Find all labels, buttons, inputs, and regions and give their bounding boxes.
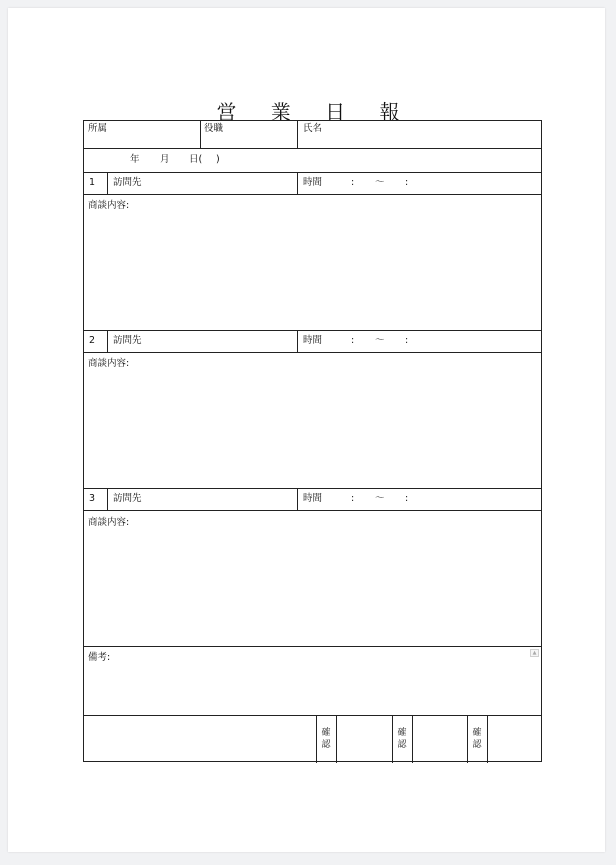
row-divider <box>84 488 541 489</box>
position-label: 役職 <box>204 123 224 134</box>
content-label: 商談内容: <box>88 358 130 369</box>
affiliation-label: 所属 <box>88 123 108 134</box>
day-label: 日( <box>189 154 203 165</box>
scroll-marker-icon: ▲ <box>530 649 539 657</box>
page-title: 営 業 日 報 <box>216 100 414 124</box>
time-colon: : <box>405 335 409 346</box>
confirm-label: 確認 <box>397 728 407 750</box>
row-divider <box>84 148 541 149</box>
col-divider <box>336 715 337 763</box>
destination-label: 訪問先 <box>113 493 142 504</box>
row-divider <box>84 646 541 647</box>
col-divider <box>297 330 298 352</box>
col-divider <box>412 715 413 763</box>
row-divider <box>84 510 541 511</box>
col-divider <box>107 330 108 352</box>
content-label: 商談内容: <box>88 200 130 211</box>
visit-number: 2 <box>89 335 96 346</box>
time-label: 時間 <box>303 493 323 504</box>
col-divider <box>107 488 108 510</box>
col-divider <box>107 172 108 194</box>
month-label: 月 <box>160 154 170 165</box>
time-colon: : <box>405 493 409 504</box>
time-tilde: 〜 <box>375 493 385 504</box>
col-divider <box>297 488 298 510</box>
time-colon: : <box>351 177 355 188</box>
year-label: 年 <box>130 154 140 165</box>
col-divider <box>487 715 488 763</box>
row-divider <box>84 194 541 195</box>
row-divider <box>84 330 541 331</box>
remarks-label: 備考: <box>88 652 111 663</box>
col-divider <box>297 121 298 148</box>
time-colon: : <box>351 335 355 346</box>
visit-number: 1 <box>89 177 96 188</box>
destination-label: 訪問先 <box>113 335 142 346</box>
row-divider <box>84 352 541 353</box>
time-tilde: 〜 <box>375 177 385 188</box>
name-label: 氏名 <box>303 123 323 134</box>
visit-number: 3 <box>89 493 96 504</box>
col-divider <box>200 121 201 148</box>
col-divider <box>316 715 317 763</box>
col-divider <box>467 715 468 763</box>
time-tilde: 〜 <box>375 335 385 346</box>
report-form <box>83 120 542 762</box>
col-divider <box>297 172 298 194</box>
day-close-paren: ) <box>216 154 220 165</box>
row-divider <box>84 172 541 173</box>
time-label: 時間 <box>303 177 323 188</box>
content-label: 商談内容: <box>88 517 130 528</box>
confirm-label: 確認 <box>321 728 331 750</box>
destination-label: 訪問先 <box>113 177 142 188</box>
confirm-label: 確認 <box>472 728 482 750</box>
time-colon: : <box>351 493 355 504</box>
time-label: 時間 <box>303 335 323 346</box>
col-divider <box>392 715 393 763</box>
time-colon: : <box>405 177 409 188</box>
row-divider <box>84 715 541 716</box>
